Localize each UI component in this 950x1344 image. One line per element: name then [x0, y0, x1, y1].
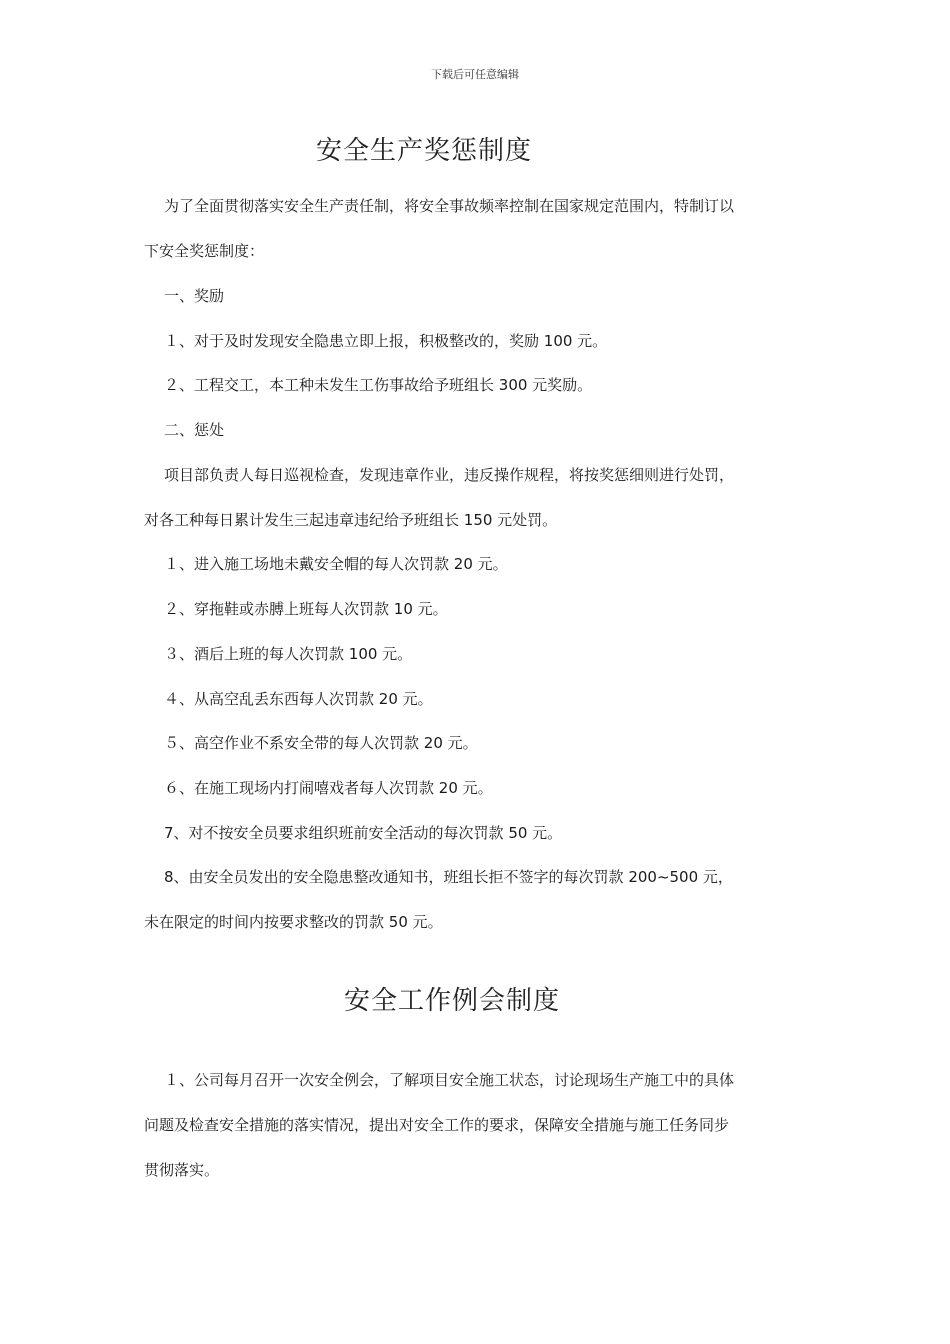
list-item: 8、由安全员发出的安全隐患整改通知书，班组长拒不签字的每次罚款 200~500 元，	[164, 868, 733, 886]
paragraph-line: 问题及检查安全措施的落实情况，提出对安全工作的要求，保障安全措施与施工任务同步	[144, 1116, 730, 1134]
list-item: 7、对不按安全员要求组织班前安全活动的每次罚款 50 元。	[164, 824, 563, 842]
paragraph-line: 对各工种每日累计发生三起违章违纪给予班组长 150 元处罚。	[144, 511, 558, 529]
list-item: ２、穿拖鞋或赤膊上班每人次罚款 10 元。	[164, 600, 448, 618]
list-item: ５、高空作业不系安全带的每人次罚款 20 元。	[164, 734, 478, 752]
paragraph-line: 贯彻落实。	[144, 1161, 220, 1179]
header-note: 下载后可任意编辑	[431, 68, 519, 81]
list-item: ３、酒后上班的每人次罚款 100 元。	[164, 645, 413, 663]
paragraph-line: 未在限定的时间内按要求整改的罚款 50 元。	[144, 913, 443, 931]
list-item: ４、从高空乱丢东西每人次罚款 20 元。	[164, 690, 433, 708]
paragraph-line: 下安全奖惩制度：	[144, 242, 265, 260]
list-item: ６、在施工现场内打闹嘻戏者每人次罚款 20 元。	[164, 779, 493, 797]
list-item: １、进入施工场地未戴安全帽的每人次罚款 20 元。	[164, 555, 508, 573]
list-item: １、公司每月召开一次安全例会，了解项目安全施工状态，讨论现场生产施工中的具体	[164, 1071, 735, 1089]
paragraph-line: 为了全面贯彻落实安全生产责任制，将安全事故频率控制在国家规定范围内，特制订以	[164, 197, 735, 215]
section-title-safety-meeting: 安全工作例会制度	[344, 986, 561, 1016]
section-heading-penalty: 二、惩处	[164, 421, 225, 439]
list-item: １、对于及时发现安全隐患立即上报，积极整改的，奖励 100 元。	[164, 332, 608, 350]
section-heading-reward: 一、奖励	[164, 287, 225, 305]
section-title-safety-reward-penalty: 安全生产奖惩制度	[316, 136, 533, 166]
paragraph-line: 项目部负责人每日巡视检查，发现违章作业，违反操作规程，将按奖惩细则进行处罚，	[164, 466, 735, 484]
list-item: ２、工程交工，本工种未发生工伤事故给予班组长 300 元奖励。	[164, 376, 593, 394]
